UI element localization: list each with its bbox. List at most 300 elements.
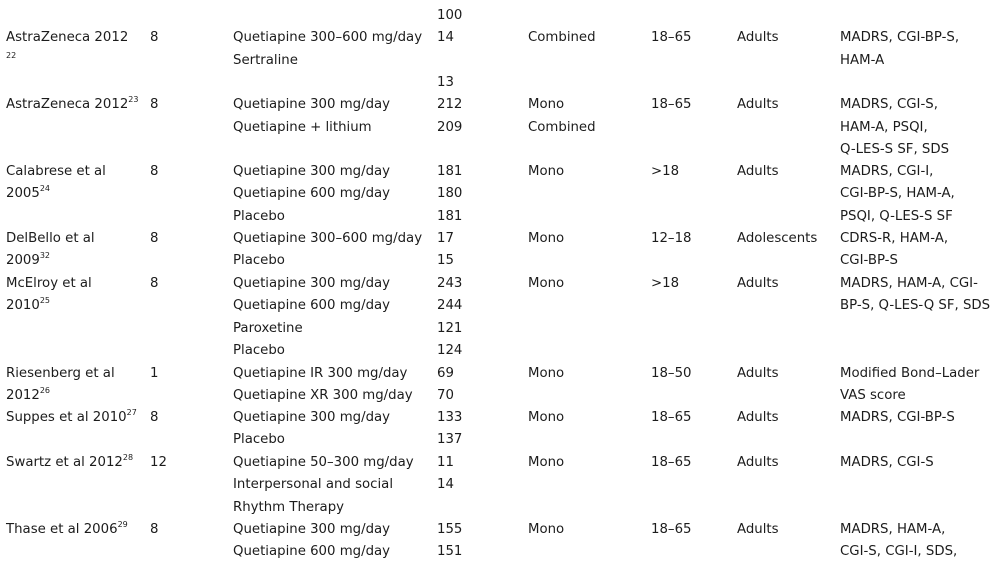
arms-cell-line (233, 429, 390, 451)
therapy-type-cell-text: Mono (528, 97, 565, 113)
duration-cell (150, 407, 158, 429)
study-cell (6, 452, 133, 474)
therapy-type-cell (528, 363, 564, 385)
population-cell-text: Adults (737, 97, 779, 113)
age-range-cell-line (651, 519, 692, 541)
age-range-cell (651, 5, 692, 50)
duration-cell (150, 273, 158, 295)
arms-cell-line (233, 340, 390, 362)
study-cell-line (6, 161, 106, 183)
study-cell-line (6, 50, 128, 72)
arms-cell-text: Placebo (233, 343, 285, 359)
study-cell (6, 27, 128, 72)
outcomes-cell-text: CGI-S, CGI-I, SDS, (840, 544, 958, 560)
therapy-type-cell (528, 161, 564, 183)
therapy-type-cell (528, 72, 596, 139)
outcomes-cell-line (840, 250, 948, 272)
study-cell-line (6, 273, 92, 295)
age-range-cell-text: 12–18 (651, 231, 692, 246)
outcomes-cell-text: MADRS, CGI-S (840, 455, 934, 470)
arms-cell-text: Quetiapine 600 mg/day (233, 186, 391, 202)
population-cell-text: Adults (737, 276, 779, 291)
sample-size-cell-text: 181 (437, 164, 463, 179)
outcomes-cell-line (840, 94, 949, 116)
arms-cell (233, 407, 390, 452)
therapy-type-cell-line (528, 228, 564, 250)
arms-cell-line (233, 407, 390, 429)
outcomes-cell-text: BP-S, Q-LES-Q SF, SDS (840, 298, 991, 314)
outcomes-cell-line (840, 72, 949, 94)
therapy-type-cell-line (528, 407, 564, 429)
age-range-cell-line (651, 407, 692, 429)
therapy-type-cell-line (528, 72, 596, 94)
arms-cell-text: Quetiapine XR 300 mg/day (233, 388, 413, 404)
population-cell-line (737, 273, 779, 295)
study-cell-line (6, 94, 138, 116)
arms-cell-text: Placebo (233, 432, 285, 448)
sample-size-cell-text: 121 (437, 320, 463, 336)
outcomes-cell-line (840, 363, 979, 385)
therapy-type-cell-line (528, 117, 596, 139)
arms-cell-text: Quetiapine 300 mg/day (233, 164, 391, 179)
population-cell-line (737, 161, 779, 183)
study-cell-line (6, 117, 138, 139)
outcomes-cell-text: Modified Bond–Lader (840, 366, 980, 381)
outcomes-cell (840, 452, 934, 474)
sample-size-cell-line (437, 206, 462, 228)
sample-size-cell (437, 5, 462, 72)
sample-size-cell (437, 407, 462, 452)
study-cell (6, 363, 115, 408)
sample-size-cell-text: 70 (437, 388, 454, 404)
arms-cell (233, 363, 413, 408)
therapy-type-cell-line (528, 27, 596, 49)
therapy-type-cell-text: Combined (528, 30, 596, 46)
sample-size-cell-line (437, 363, 454, 385)
arms-cell-line (233, 228, 422, 250)
arms-cell-text: Placebo (233, 253, 285, 269)
population-cell (737, 228, 817, 250)
population-cell-text: Adults (737, 366, 779, 381)
sample-size-cell-text: 13 (437, 75, 454, 90)
outcomes-cell-text: PSQI, Q-LES-S SF (840, 208, 953, 224)
arms-cell-text: Quetiapine 300–600 mg/day (233, 30, 423, 46)
outcomes-cell-line (840, 50, 959, 72)
arms-cell-text: Sertraline (233, 52, 298, 68)
outcomes-cell-text: MADRS, CGI-BP-S (840, 410, 955, 425)
sample-size-cell-text: 100 (437, 8, 463, 23)
outcomes-cell (840, 407, 955, 429)
sample-size-cell (437, 161, 462, 228)
outcomes-cell-text: MADRS, HAM-A, CGI- (840, 276, 978, 291)
sample-size-cell (437, 519, 462, 564)
arms-cell-line (233, 273, 390, 295)
population-cell-line (737, 5, 779, 27)
sample-size-cell-text: 180 (437, 186, 463, 202)
arms-cell-text: Quetiapine 300–600 mg/day (233, 231, 423, 246)
study-cell (6, 273, 92, 318)
arms-cell (233, 452, 414, 519)
duration-cell (150, 161, 158, 183)
sample-size-cell-text: 212 (437, 97, 463, 113)
therapy-type-cell (528, 452, 564, 474)
population-cell (737, 363, 779, 385)
age-range-cell (651, 407, 692, 429)
study-cell-text: Riesenberg et al (6, 366, 115, 381)
arms-cell-line (233, 452, 414, 474)
sample-size-cell-text: 155 (437, 522, 463, 537)
age-range-cell-text: 18–50 (651, 366, 692, 381)
arms-cell-line (233, 183, 390, 205)
age-range-cell (651, 72, 692, 117)
sample-size-cell (437, 72, 462, 139)
duration-text: 8 (150, 231, 159, 246)
outcomes-cell-line (840, 206, 955, 228)
population-cell (737, 161, 779, 183)
therapy-type-cell (528, 273, 564, 295)
reference-superscript: 32 (39, 251, 51, 261)
age-range-cell (651, 363, 692, 385)
arms-cell-line (233, 50, 422, 72)
sample-size-cell-text: 14 (437, 30, 454, 46)
therapy-type-cell-line (528, 161, 564, 183)
sample-size-cell-line (437, 519, 462, 541)
population-cell-line (737, 27, 779, 49)
study-cell-line (6, 250, 95, 272)
age-range-cell (651, 228, 692, 250)
population-cell-text: Adults (737, 30, 779, 46)
outcomes-cell-text: CGI-BP-S, HAM-A, (840, 186, 955, 202)
population-cell (737, 452, 779, 474)
sample-size-cell-line (437, 340, 462, 362)
outcomes-cell-text: VAS score (840, 388, 906, 404)
therapy-type-cell (528, 407, 564, 429)
population-cell-line (737, 519, 779, 541)
therapy-type-cell-text: Mono (528, 455, 565, 470)
age-range-cell-text: 18–65 (651, 455, 692, 470)
arms-cell-line (233, 72, 390, 94)
sample-size-cell-text: 124 (437, 343, 463, 359)
sample-size-cell-text: 151 (437, 544, 463, 560)
arms-cell-line (233, 385, 413, 407)
age-range-cell (651, 161, 679, 183)
population-cell-text: Adults (737, 522, 779, 537)
study-cell-text: McElroy et al (6, 276, 92, 291)
age-range-cell-text: 18–65 (651, 410, 692, 425)
arms-cell-line (233, 295, 390, 317)
arms-cell-line (233, 161, 390, 183)
sample-size-cell-text: 209 (437, 119, 463, 135)
sample-size-cell-text: 14 (437, 477, 454, 493)
sample-size-cell-text: 17 (437, 231, 454, 246)
arms-cell-text: Quetiapine 300 mg/day (233, 276, 391, 291)
outcomes-cell-line (840, 273, 990, 295)
outcomes-cell-text: CGI-BP-S (840, 253, 898, 269)
sample-size-cell-text: 137 (437, 432, 463, 448)
arms-cell-text: Quetiapine 600 mg/day (233, 298, 391, 314)
age-range-cell-text: 18–65 (651, 522, 692, 537)
sample-size-cell-line (437, 5, 462, 27)
age-range-cell-line (651, 94, 692, 116)
study-cell-text: Swartz et al 2012 (6, 455, 123, 470)
duration-cell (150, 94, 158, 116)
therapy-type-cell-line (528, 273, 564, 295)
therapy-type-cell-text: Mono (528, 366, 565, 381)
outcomes-cell-text: MADRS, CGI-BP-S, (840, 30, 960, 46)
arms-cell-line (233, 27, 422, 49)
outcomes-cell-line (840, 139, 949, 161)
duration-cell (150, 519, 158, 541)
arms-cell (233, 228, 422, 273)
arms-cell-line (233, 541, 390, 563)
sample-size-cell-text: 15 (437, 253, 454, 269)
outcomes-cell (840, 519, 957, 564)
sample-size-cell-line (437, 27, 462, 49)
outcomes-cell-text: MADRS, HAM-A, (840, 522, 946, 537)
outcomes-cell-line (840, 27, 959, 49)
population-cell-line (737, 407, 779, 429)
arms-cell-line (233, 519, 390, 541)
outcomes-cell-text: HAM-A (840, 52, 885, 68)
arms-cell (233, 72, 390, 139)
arms-cell-text: Placebo (233, 208, 285, 224)
age-range-cell-line (651, 5, 692, 27)
arms-cell (233, 273, 390, 363)
outcomes-cell-line (840, 183, 955, 205)
outcomes-cell-line (840, 407, 955, 429)
arms-cell-text: Quetiapine 300 mg/day (233, 410, 391, 425)
sample-size-cell-line (437, 250, 454, 272)
therapy-type-cell-line (528, 452, 564, 474)
outcomes-cell-line (840, 452, 934, 474)
study-cell-text: 2012 (6, 388, 40, 404)
therapy-type-cell-text: Mono (528, 522, 565, 537)
arms-cell-line (233, 318, 390, 340)
reference-superscript: 27 (126, 408, 137, 417)
study-cell-line (6, 407, 137, 429)
age-range-cell-line (651, 161, 679, 183)
age-range-cell-line (651, 27, 692, 49)
study-cell-line (6, 519, 128, 541)
population-cell-line (737, 72, 779, 94)
age-range-cell-text: >18 (651, 164, 680, 179)
sample-size-cell-line (437, 273, 462, 295)
therapy-type-cell (528, 519, 564, 541)
therapy-type-cell-text: Mono (528, 164, 565, 179)
therapy-type-cell-line (528, 519, 564, 541)
therapy-type-cell-text: Mono (528, 231, 565, 246)
sample-size-cell-text: 11 (437, 455, 454, 470)
study-cell-line (6, 452, 133, 474)
age-range-cell-line (651, 72, 692, 94)
duration-cell (150, 452, 167, 474)
arms-cell (233, 161, 390, 228)
age-range-cell (651, 519, 692, 541)
arms-cell (233, 5, 422, 72)
therapy-type-cell (528, 5, 596, 50)
duration-cell (150, 27, 158, 49)
arms-cell-line (233, 117, 390, 139)
duration-cell (150, 363, 158, 385)
duration-text: 8 (150, 276, 159, 291)
outcomes-cell-line (840, 519, 957, 541)
duration-text: 8 (150, 410, 159, 425)
study-cell (6, 161, 106, 206)
therapy-type-cell (528, 228, 564, 250)
outcomes-cell-text: Q-LES-S SF, SDS (840, 142, 950, 158)
arms-cell-text: Quetiapine IR 300 mg/day (233, 366, 408, 381)
outcomes-cell-line (840, 228, 948, 250)
population-cell (737, 72, 779, 117)
duration-cell (150, 228, 158, 250)
reference-superscript: 22 (6, 50, 17, 60)
population-cell-line (737, 94, 779, 116)
sample-size-cell-line (437, 161, 462, 183)
outcomes-cell (840, 228, 948, 273)
population-cell-line (737, 228, 817, 250)
outcomes-cell (840, 72, 949, 162)
arms-cell-text: Quetiapine 300 mg/day (233, 97, 391, 113)
study-cell-line (6, 27, 128, 49)
population-cell (737, 273, 779, 295)
outcomes-cell-text: HAM-A, PSQI, (840, 119, 928, 135)
study-cell (6, 407, 137, 429)
outcomes-cell-text: CDRS-R, HAM-A, (840, 231, 949, 246)
age-range-cell-text: >18 (651, 276, 680, 291)
sample-size-cell-line (437, 407, 462, 429)
study-cell-line (6, 228, 95, 250)
sample-size-cell-text: 181 (437, 208, 463, 224)
sample-size-cell-line (437, 474, 454, 496)
population-cell-text: Adults (737, 164, 779, 179)
therapy-type-cell-line (528, 5, 596, 27)
outcomes-cell-text: MADRS, CGI-I, (840, 164, 934, 179)
study-cell-text: AstraZeneca 2012 (6, 30, 129, 46)
age-range-cell-text: 18–65 (651, 30, 692, 46)
reference-superscript: 26 (39, 386, 51, 396)
arms-cell-line (233, 363, 413, 385)
population-cell-text: Adults (737, 410, 779, 425)
duration-text: 8 (150, 97, 159, 113)
study-cell (6, 228, 95, 273)
age-range-cell-line (651, 228, 692, 250)
outcomes-cell (840, 5, 959, 72)
arms-cell-line (233, 206, 390, 228)
outcomes-cell-text: MADRS, CGI-S, (840, 97, 938, 113)
study-cell-line (6, 385, 115, 407)
sample-size-cell-line (437, 452, 454, 474)
sample-size-cell (437, 273, 462, 363)
arms-cell-text: Paroxetine (233, 320, 303, 336)
population-cell-line (737, 363, 779, 385)
outcomes-cell-line (840, 385, 979, 407)
arms-cell-line (233, 474, 414, 496)
study-cell-text: AstraZeneca 2012 (6, 97, 129, 113)
duration-text: 1 (150, 366, 159, 381)
age-range-cell (651, 273, 679, 295)
sample-size-cell-line (437, 72, 462, 94)
reference-superscript: 25 (39, 296, 51, 306)
study-cell-line (6, 183, 106, 205)
arms-cell-line (233, 94, 390, 116)
sample-size-cell (437, 363, 454, 408)
sample-size-cell-line (437, 385, 454, 407)
sample-size-cell-text: 69 (437, 366, 454, 381)
arms-cell-line (233, 5, 422, 27)
age-range-cell (651, 452, 692, 474)
sample-size-cell-line (437, 50, 462, 72)
arms-cell-text: Quetiapine 50–300 mg/day (233, 455, 414, 470)
study-cell-text: 2005 (6, 186, 40, 202)
therapy-type-cell-line (528, 363, 564, 385)
duration-text: 8 (150, 522, 159, 537)
arms-cell-text: Rhythm Therapy (233, 499, 345, 515)
sample-size-cell-text: 133 (437, 410, 463, 425)
sample-size-cell-line (437, 295, 462, 317)
sample-size-cell-line (437, 318, 462, 340)
outcomes-cell (840, 273, 990, 318)
population-cell (737, 407, 779, 429)
study-cell-line (6, 363, 115, 385)
arms-cell-text: Interpersonal and social (233, 477, 394, 493)
outcomes-cell (840, 363, 979, 408)
arms-cell-text: Quetiapine + lithium (233, 119, 372, 135)
outcomes-cell-line (840, 161, 955, 183)
therapy-type-cell-text: Combined (528, 119, 596, 135)
sample-size-cell-line (437, 541, 462, 563)
arms-cell (233, 519, 390, 564)
study-cell (6, 94, 138, 139)
study-cell (6, 519, 128, 541)
sample-size-cell-line (437, 429, 462, 451)
reference-superscript: 28 (122, 453, 134, 462)
sample-size-cell-line (437, 94, 462, 116)
sample-size-cell-text: 243 (437, 276, 463, 291)
outcomes-cell-line (840, 295, 990, 317)
duration-text: 8 (150, 30, 159, 46)
study-cell-text: DelBello et al (6, 231, 95, 246)
sample-size-cell-line (437, 183, 462, 205)
sample-size-cell-line (437, 117, 462, 139)
age-range-cell-line (651, 273, 679, 295)
age-range-cell-line (651, 363, 692, 385)
reference-superscript: 23 (128, 95, 139, 105)
study-cell-text: Thase et al 2006 (6, 522, 118, 537)
study-cell-text: Calabrese et al (6, 164, 106, 179)
therapy-type-cell-line (528, 94, 596, 116)
arms-cell-text: Quetiapine 600 mg/day (233, 544, 391, 560)
sample-size-cell-line (437, 228, 454, 250)
outcomes-cell (840, 161, 955, 228)
sample-size-cell (437, 452, 454, 497)
reference-superscript: 24 (39, 184, 51, 194)
age-range-cell-text: 18–65 (651, 97, 692, 113)
population-cell (737, 5, 779, 50)
study-cell-text: 2009 (6, 253, 40, 269)
outcomes-cell-line (840, 5, 959, 27)
population-cell (737, 519, 779, 541)
duration-text: 8 (150, 164, 159, 179)
arms-cell-line (233, 497, 414, 519)
arms-cell-text: Quetiapine 300 mg/day (233, 522, 391, 537)
study-cell-line (6, 295, 92, 317)
outcomes-cell-line (840, 117, 949, 139)
sample-size-cell-text: 244 (437, 298, 463, 314)
duration-text: 12 (150, 455, 167, 470)
age-range-cell-line (651, 452, 692, 474)
study-cell-text: Suppes et al 2010 (6, 410, 127, 425)
population-cell-text: Adults (737, 455, 779, 470)
